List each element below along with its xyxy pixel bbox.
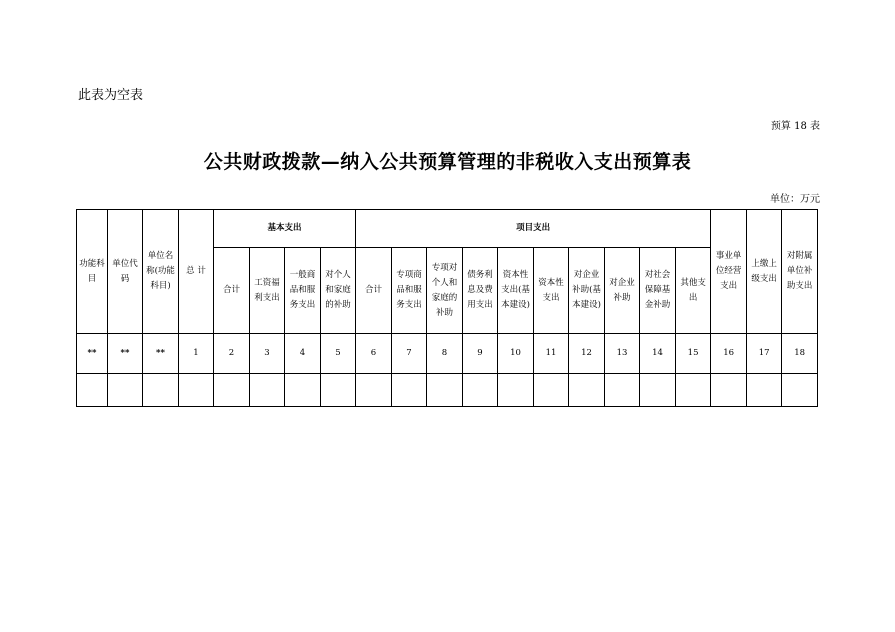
empty-cell <box>640 374 676 407</box>
empty-cell <box>143 374 179 407</box>
index-cell: 2 <box>214 334 250 374</box>
header-proj-social: 对社会保障基金补助 <box>640 248 676 334</box>
index-cell: 3 <box>250 334 285 374</box>
empty-cell <box>250 374 285 407</box>
index-cell: 11 <box>534 334 569 374</box>
empty-cell <box>534 374 569 407</box>
header-proj-debt: 债务利息及费用支出 <box>463 248 498 334</box>
index-cell: 1 <box>179 334 214 374</box>
empty-cell <box>392 374 427 407</box>
empty-cell <box>782 374 818 407</box>
empty-cell <box>711 374 747 407</box>
empty-cell <box>108 374 143 407</box>
index-cell: ** <box>143 334 179 374</box>
header-project-group: 项目支出 <box>356 210 711 248</box>
header-business: 事业单位经营支出 <box>711 210 747 334</box>
header-basic-total: 合计 <box>214 248 250 334</box>
table-number: 预算 18 表 <box>770 121 820 132</box>
header-total: 总 计 <box>179 210 214 334</box>
empty-cell <box>214 374 250 407</box>
index-cell: 7 <box>392 334 427 374</box>
empty-cell <box>605 374 640 407</box>
index-cell: 4 <box>285 334 321 374</box>
empty-cell <box>498 374 534 407</box>
header-proj-enterprise-base: 对企业补助(基本建设) <box>569 248 605 334</box>
header-basic-group: 基本支出 <box>214 210 356 248</box>
empty-cell <box>179 374 214 407</box>
index-cell: 18 <box>782 334 818 374</box>
header-proj-total: 合计 <box>356 248 392 334</box>
header-subsidiary: 对附属单位补助支出 <box>782 210 818 334</box>
empty-cell <box>77 374 108 407</box>
header-proj-capital: 资本性支出 <box>534 248 569 334</box>
header-proj-enterprise: 对企业补助 <box>605 248 640 334</box>
unit-label: 单位：万元 <box>770 194 820 205</box>
empty-cell <box>463 374 498 407</box>
index-cell: 17 <box>747 334 782 374</box>
index-cell: 14 <box>640 334 676 374</box>
empty-data-row <box>77 374 818 407</box>
index-cell: 16 <box>711 334 747 374</box>
header-proj-personal: 专项对个人和家庭的补助 <box>427 248 463 334</box>
index-cell: 15 <box>676 334 711 374</box>
header-proj-goods: 专项商品和服务支出 <box>392 248 427 334</box>
header-unit-name: 单位名称(功能科目) <box>143 210 179 334</box>
index-cell: ** <box>77 334 108 374</box>
header-unit-code: 单位代码 <box>108 210 143 334</box>
header-basic-wages: 工资福利支出 <box>250 248 285 334</box>
empty-cell <box>321 374 356 407</box>
empty-cell <box>676 374 711 407</box>
empty-cell <box>569 374 605 407</box>
header-func-subject: 功能科目 <box>77 210 108 334</box>
empty-cell <box>747 374 782 407</box>
index-cell: ** <box>108 334 143 374</box>
empty-cell <box>285 374 321 407</box>
index-cell: 6 <box>356 334 392 374</box>
header-basic-goods: 一般商品和服务支出 <box>285 248 321 334</box>
index-cell: 5 <box>321 334 356 374</box>
index-cell: 9 <box>463 334 498 374</box>
page-title: 公共财政拨款—纳入公共预算管理的非税收入支出预算表 <box>203 151 692 173</box>
empty-cell <box>427 374 463 407</box>
header-proj-other: 其他支出 <box>676 248 711 334</box>
header-basic-personal: 对个人和家庭的补助 <box>321 248 356 334</box>
header-upper: 上缴上级支出 <box>747 210 782 334</box>
budget-table <box>76 209 818 407</box>
index-cell: 8 <box>427 334 463 374</box>
empty-table-note: 此表为空表 <box>78 88 144 103</box>
index-cell: 12 <box>569 334 605 374</box>
header-proj-capital-base: 资本性支出(基本建设) <box>498 248 534 334</box>
index-row <box>77 334 818 374</box>
index-cell: 13 <box>605 334 640 374</box>
empty-cell <box>356 374 392 407</box>
index-cell: 10 <box>498 334 534 374</box>
